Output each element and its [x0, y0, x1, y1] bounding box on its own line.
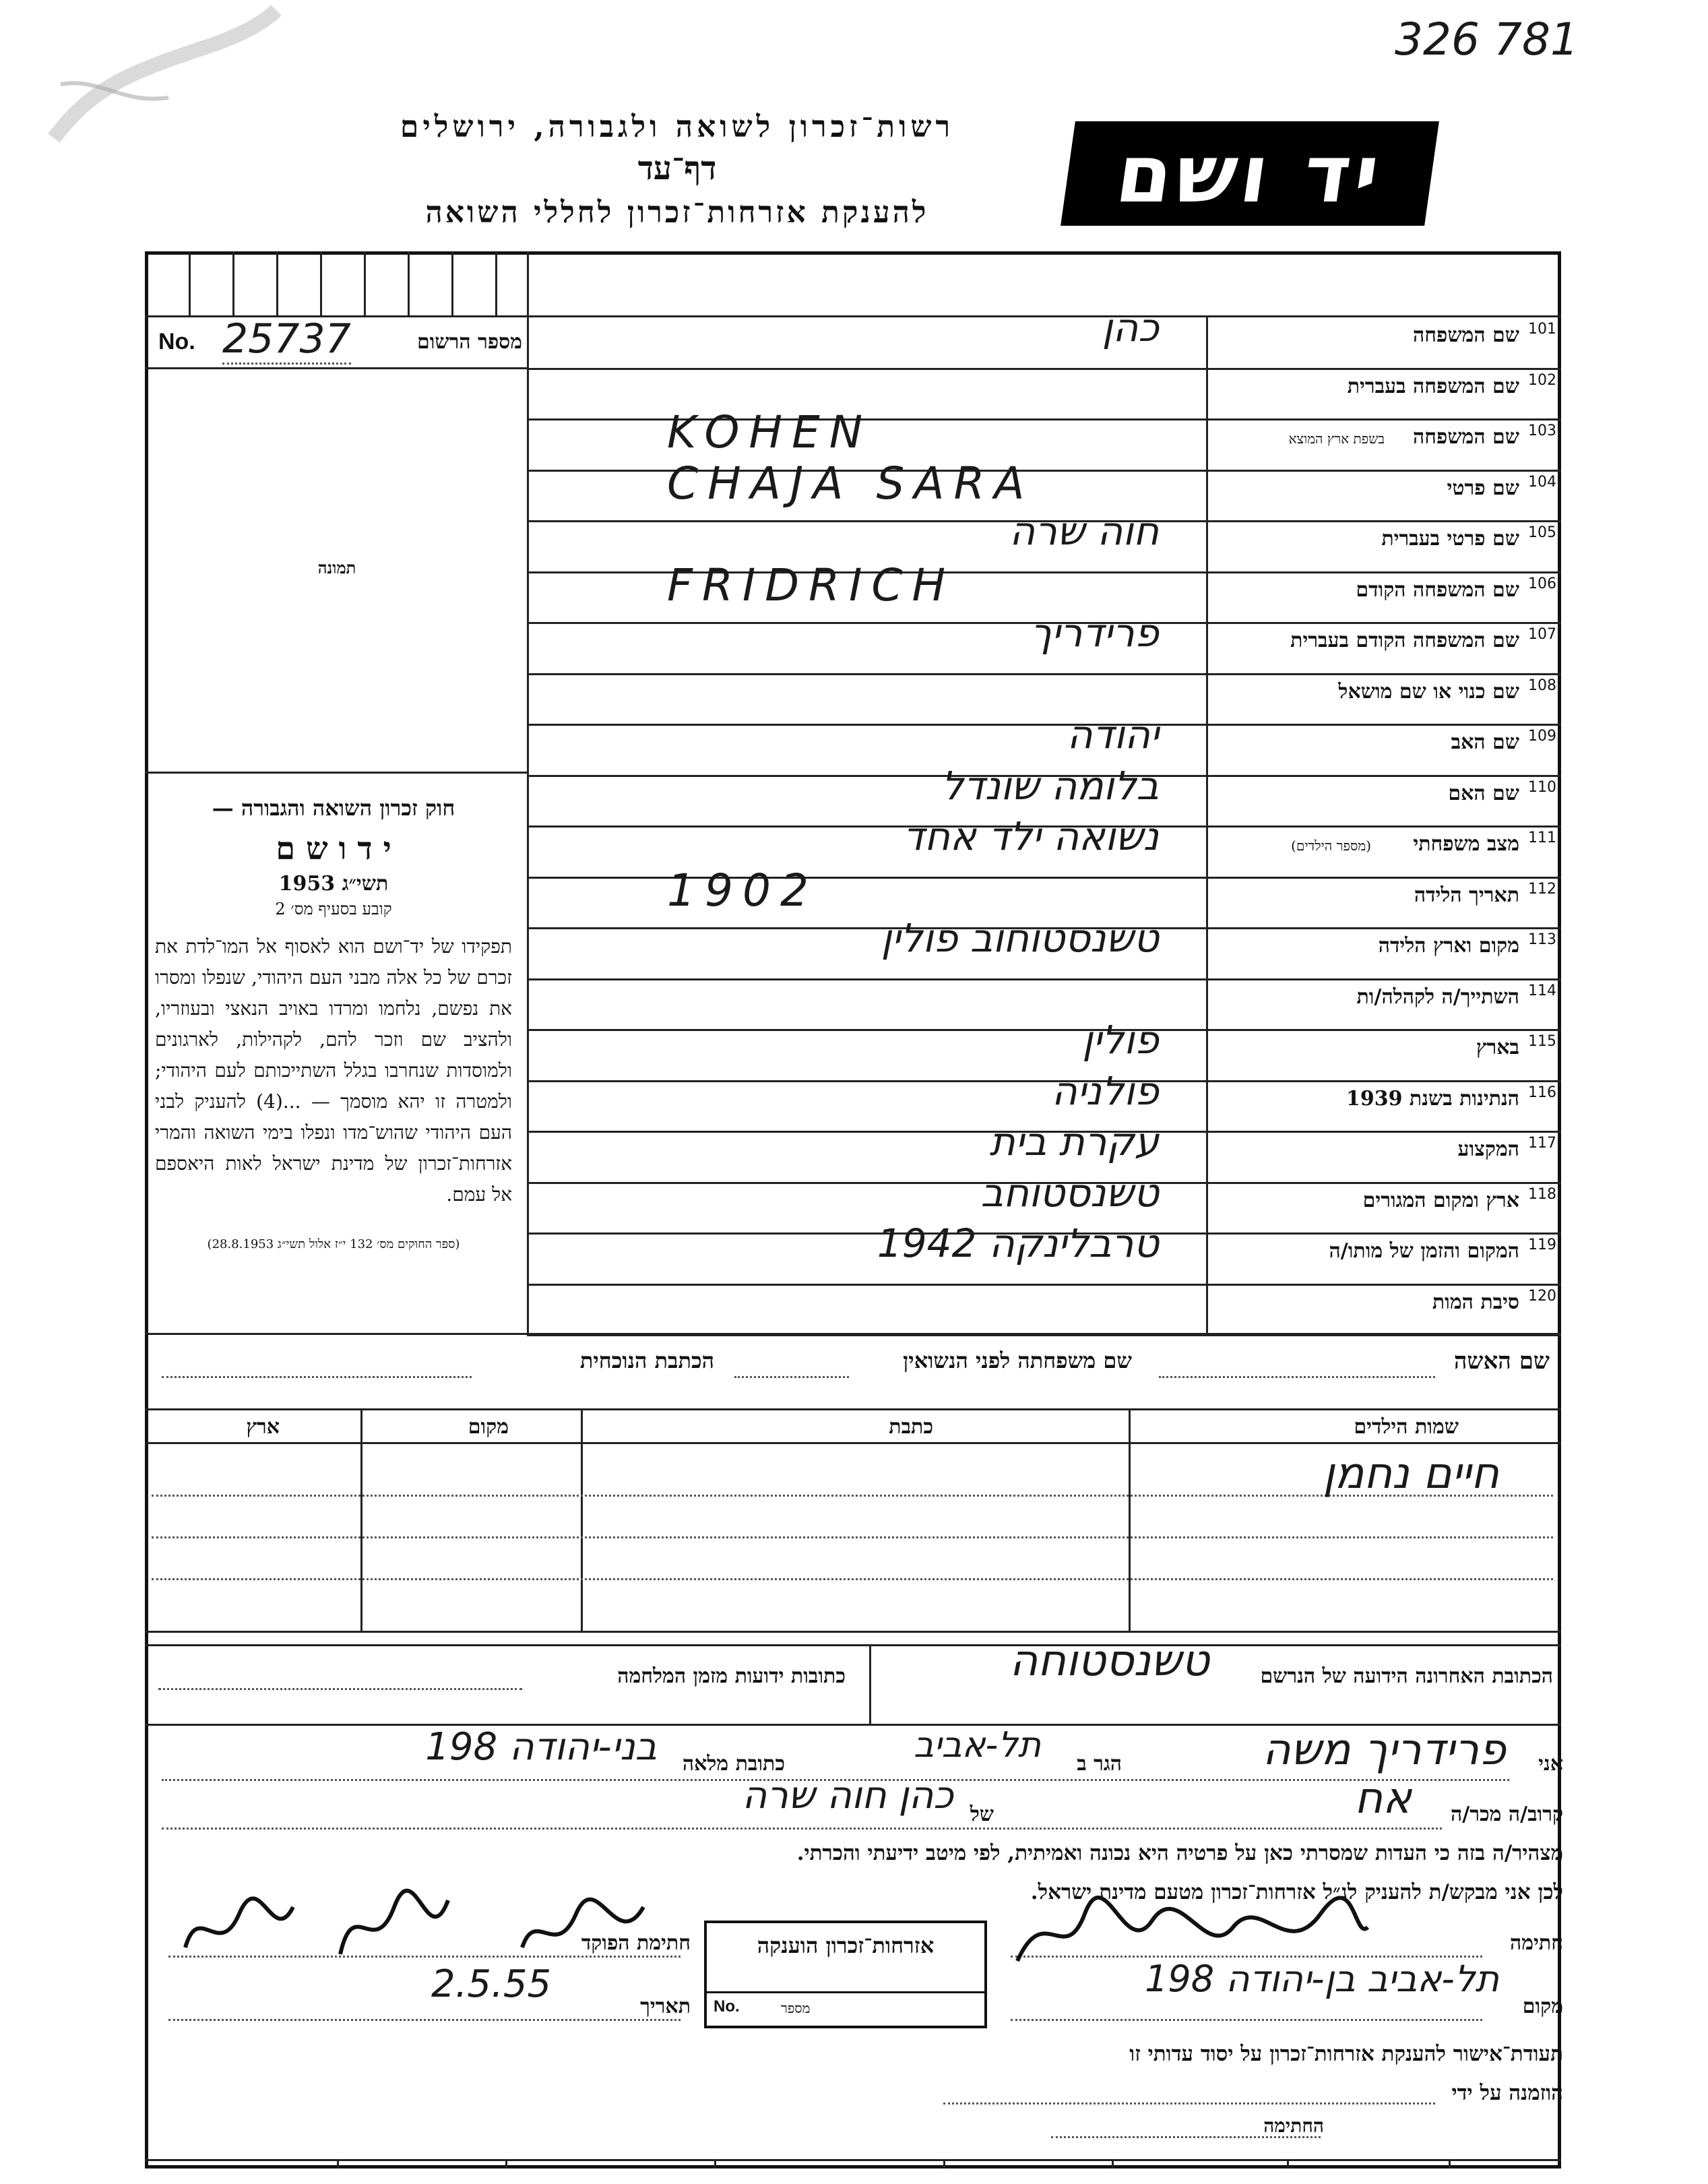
- bottom-ruler-top: [145, 2159, 1561, 2161]
- field-value[interactable]: CHAJA SARA: [667, 457, 1034, 509]
- registration-no-label: No.: [158, 329, 195, 354]
- wartime-address-field: [158, 1688, 522, 1690]
- field-number: 113: [1528, 931, 1556, 948]
- last-address-label: הכתובת האחרונה הידועה של הנרשם: [1260, 1664, 1553, 1688]
- declaration-line-2: לכן אני מבקש/ת להעניק לנ״ל אזרחות־זכרון מטעם מדינת ישראל.: [1030, 1880, 1563, 1904]
- field-row-divider: [527, 978, 1561, 980]
- field-value[interactable]: KOHEN: [667, 406, 873, 458]
- photo-bottom: [145, 772, 527, 774]
- field-value[interactable]: 1902: [667, 864, 818, 916]
- certificate-sign-label: החתימה: [1263, 2115, 1324, 2137]
- field-label: מקום וארץ הלידה: [1378, 934, 1519, 958]
- field-number: 109: [1528, 728, 1556, 745]
- ruler-tick: [276, 251, 278, 315]
- field-number: 101: [1528, 321, 1556, 338]
- col-divider-left: [527, 251, 529, 1333]
- law-name: י ד ו ש ם: [276, 830, 391, 867]
- bottom-tick: [337, 2159, 339, 2169]
- field-number: 117: [1528, 1135, 1556, 1152]
- field-number: 110: [1528, 778, 1556, 796]
- bottom-tick: [1287, 2159, 1289, 2169]
- registration-label: מספר הרשום: [417, 330, 522, 354]
- citizenship-box-no: No.: [714, 1997, 740, 2016]
- last-address-value: טשנסטוחה: [1009, 1636, 1209, 1686]
- citizenship-box-bottom: [707, 1991, 984, 2026]
- bottom-tick: [1112, 2159, 1114, 2169]
- field-number: 111: [1528, 830, 1556, 846]
- children-row-line: [152, 1578, 1553, 1580]
- field-label: שם המשפחה הקודם בעברית: [1290, 629, 1519, 652]
- yad-vashem-logo: [1061, 121, 1439, 226]
- bottom-tick: [943, 2159, 945, 2169]
- law-text: [155, 795, 512, 1251]
- field-label: שם האם: [1448, 781, 1519, 805]
- address-field[interactable]: [162, 1376, 472, 1378]
- signature-label: חתימה: [1510, 1931, 1563, 1955]
- field-value[interactable]: טרבלינקה 1942: [877, 1220, 1159, 1266]
- form-subtitle: להענקת אזרחות־זכרון לחללי השואה: [425, 195, 929, 230]
- authority-line: רשות־זכרון לשואה ולגבורה, ירושלים: [400, 110, 955, 144]
- children-col: [360, 1408, 362, 1631]
- date-line: [168, 2019, 681, 2021]
- place-label: מקום: [1522, 1995, 1563, 2018]
- ruler-tick: [451, 251, 453, 315]
- declarant-address: בני-יהודה 198: [425, 1725, 657, 1769]
- field-label: המקום והזמן של מותו/ה: [1329, 1239, 1519, 1263]
- wartime-address-label: כתובות ידועות מזמן המלחמה: [617, 1664, 846, 1688]
- field-row-divider: [527, 1334, 1561, 1336]
- inspector-label: חתימת הפוקד: [581, 1931, 691, 1955]
- field-label: שם פרטי: [1447, 476, 1519, 500]
- field-number: 107: [1528, 626, 1556, 643]
- field-row-divider: [527, 368, 1561, 370]
- field-note: (מספר הילדים): [1291, 838, 1371, 854]
- children-header-place: מקום: [468, 1415, 509, 1439]
- field-value[interactable]: פולין: [1082, 1017, 1159, 1063]
- field-number: 118: [1528, 1185, 1556, 1203]
- field-number: 120: [1528, 1287, 1556, 1305]
- field-number: 116: [1528, 1084, 1556, 1101]
- field-row-divider: [527, 1284, 1561, 1286]
- field-number: 106: [1528, 575, 1556, 592]
- scan-smudge: [40, 3, 283, 158]
- field-row-divider: [527, 724, 1561, 726]
- declarant-i-label: אני: [1538, 1752, 1563, 1776]
- field-number: 119: [1528, 1237, 1556, 1253]
- children-col: [581, 1408, 583, 1631]
- relation-line: [162, 1828, 1442, 1830]
- registration-underline: [145, 367, 527, 369]
- stamp-number: 326 781: [1395, 13, 1579, 65]
- bottom-tick: [1449, 2159, 1451, 2169]
- field-label: שם המשפחה בעברית: [1347, 374, 1519, 398]
- law-title: חוק זכרון השואה והגבורה —: [212, 795, 455, 821]
- ruler-tick: [232, 251, 234, 315]
- field-number: 102: [1528, 371, 1556, 389]
- form-title: דף־עד: [637, 150, 717, 187]
- place-value: תל-אביב בן-יהודה 198: [1145, 1958, 1499, 2000]
- children-header-address: כתבת: [889, 1415, 933, 1439]
- field-label: שם המשפחה: [1412, 425, 1519, 449]
- field-value[interactable]: טשנסטוחוב פולין: [881, 915, 1159, 961]
- certificate-by-line: [943, 2102, 1435, 2104]
- field-value[interactable]: טשנסטוחב: [980, 1169, 1159, 1216]
- field-row-divider: [527, 1029, 1561, 1031]
- law-year: תשי״ג 1953: [278, 872, 389, 896]
- maiden-label: שם משפחתה לפני הנשואין: [903, 1348, 1132, 1373]
- citizenship-box-num-label: מספר: [781, 2000, 811, 2016]
- children-header-country: ארץ: [246, 1415, 280, 1439]
- field-note: בשפת ארץ המוצא: [1288, 431, 1385, 447]
- field-value[interactable]: פרידריך: [1030, 610, 1159, 656]
- top-ruler-bottom: [145, 315, 1561, 317]
- place-line: [1011, 2019, 1482, 2021]
- declarant-resides-label: הגר ב: [1077, 1752, 1122, 1776]
- of-label: של: [970, 1803, 994, 1826]
- field-label: שם כנוי או שם מושאל: [1338, 679, 1519, 704]
- certificate-line-2: הוזמנה על ידי: [1451, 2081, 1563, 2105]
- law-body: תפקידו של יד־ושם הוא לאסוף אל המו־לדת את זכרם של כל אלה מבני העם היהודי, שנפלו ומסרו את נפשם, נלחמו ומרדו באויב הנאצי ובעוזריו, ולהציב שם וזכר להם, לקהילות, לארגונים ולמוסדות שנחרבו בגלל השתייכותם לעם היהודי; ולמטרה זו יהא מוסמך — ...(4) להעניק לבני העם היהודי שהוש־מדו ונפלו בימי השואה והמרי אזרחות־זכרון של מדינת ישראל לאות היאספם אל עמם.: [155, 935, 512, 1206]
- field-value[interactable]: פולניה: [1051, 1067, 1159, 1114]
- photo-label: תמונה: [317, 558, 356, 578]
- registration-box: [158, 315, 522, 364]
- field-label: הנתינות בשנת 1939: [1346, 1086, 1519, 1111]
- field-label: תאריך הלידה: [1414, 883, 1519, 907]
- field-number: 108: [1528, 677, 1556, 694]
- ruler-tick: [408, 251, 410, 315]
- field-row-divider: [527, 673, 1561, 675]
- address-top: [145, 1644, 1561, 1646]
- col-divider-right: [1206, 315, 1208, 1333]
- address-divider: [869, 1644, 871, 1724]
- field-label: מצב משפחתי: [1413, 832, 1519, 856]
- declarant-name: פרידריך משה: [1262, 1725, 1506, 1775]
- field-label: המקצוע: [1457, 1137, 1519, 1161]
- bottom-tick: [714, 2159, 716, 2169]
- field-number: 103: [1528, 423, 1556, 439]
- citizenship-box: [704, 1921, 987, 2028]
- field-row-divider: [527, 1080, 1561, 1082]
- field-label: שם המשפחה הקודם: [1356, 578, 1519, 602]
- field-label: סיבת המות: [1432, 1290, 1519, 1314]
- certificate-sign-line: [1051, 2136, 1321, 2138]
- children-bottom: [145, 1631, 1561, 1633]
- spouse-row: [155, 1348, 1550, 1388]
- bottom-tick: [505, 2159, 507, 2169]
- field-value[interactable]: נשואה ילד אחד: [903, 813, 1159, 859]
- children-header-bottom: [145, 1442, 1561, 1444]
- logo-text: יד ושם: [1110, 127, 1389, 220]
- field-number: 112: [1528, 880, 1556, 898]
- maiden-field[interactable]: [734, 1376, 849, 1378]
- registration-number: 25737: [222, 315, 351, 365]
- field-label: בארץ: [1476, 1036, 1519, 1059]
- field-label: ארץ ומקום המגורים: [1362, 1188, 1519, 1212]
- ruler-tick: [320, 251, 322, 315]
- address-label: הכתבת הנוכחית: [579, 1348, 714, 1373]
- field-label: שם פרטי בעברית: [1381, 527, 1519, 551]
- child-name: חיים נחמן: [1323, 1449, 1499, 1499]
- field-value[interactable]: FRIDRICH: [667, 559, 955, 611]
- field-label: שם האב: [1451, 730, 1519, 754]
- ruler-tick: [189, 251, 191, 315]
- ruler-tick: [495, 251, 497, 315]
- field-value[interactable]: חוה שרה: [1009, 508, 1159, 554]
- field-number: 105: [1528, 524, 1556, 541]
- date-label: תאריך: [640, 1995, 691, 2018]
- wife-label: שם האשה: [1453, 1348, 1550, 1375]
- field-number: 104: [1528, 473, 1556, 491]
- field-label: שם המשפחה: [1412, 323, 1519, 347]
- ruler-tick: [364, 251, 366, 315]
- field-value[interactable]: כהן: [1102, 305, 1159, 350]
- law-citation: (ספר החוקים מס׳ 132 י״ז אלול תשי״ג 28.8.1953): [207, 1237, 460, 1251]
- children-top: [145, 1408, 1561, 1410]
- law-section: קובע בסעיף מס׳ 2: [275, 900, 392, 918]
- field-number: 115: [1528, 1033, 1556, 1050]
- declarant-city: תל-אביב: [913, 1725, 1041, 1766]
- certificate-line-1: תעודת־אישור להענקת אזרחות־זכרון על יסוד עדותי זו: [1129, 2042, 1563, 2066]
- field-value[interactable]: בלומה שונדל: [941, 762, 1159, 809]
- field-number: 114: [1528, 982, 1556, 999]
- declaration-line-1: מצהיר/ה בזה כי העדות שמסרתי כאן על פרטיה היא נכונה ואמיתית, לפי מיטב ידיעתי והכרתי.: [796, 1841, 1563, 1865]
- relation-label: קרוב/ה מכר/ה: [1451, 1803, 1563, 1826]
- field-value[interactable]: יהודה: [1067, 712, 1159, 757]
- inspector-signature: [172, 1880, 684, 1974]
- relation-value: אח: [1354, 1774, 1412, 1823]
- field-label: השתייך/ה לקהלה/ות: [1356, 985, 1519, 1009]
- declarant-address-label: כתובת מלאה: [682, 1752, 785, 1776]
- children-col: [1129, 1408, 1131, 1631]
- children-header-names: שמות הילדים: [1354, 1415, 1459, 1439]
- date-value: 2.5.55: [431, 1962, 552, 2006]
- wife-field[interactable]: [1159, 1376, 1435, 1378]
- children-row-line: [152, 1536, 1553, 1538]
- field-value[interactable]: עקרת בית: [989, 1119, 1159, 1164]
- citizenship-box-title: אזרחות־זכרון הוענקה: [757, 1933, 935, 1958]
- of-name: כהן חוה שרה: [742, 1774, 953, 1817]
